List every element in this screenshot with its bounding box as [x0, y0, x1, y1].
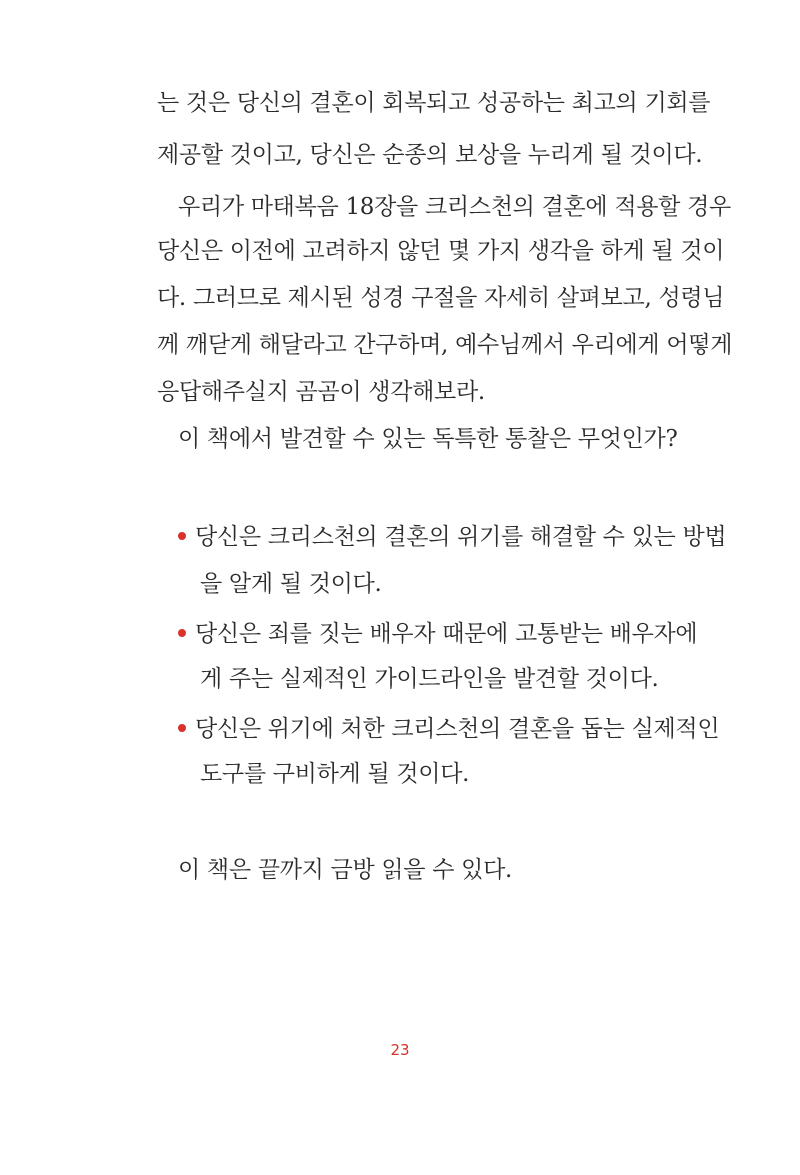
- paragraph-2-line-4: 께 깨닫게 해달라고 간구하며, 예수님께서 우리에게 어떻게: [157, 332, 733, 358]
- bullet-item-2-line-2: 게 주는 실제적인 가이드라인을 발견할 것이다.: [200, 666, 659, 692]
- bullet-item-1-line-2: 을 알게 될 것이다.: [200, 571, 382, 597]
- question-line: 이 책에서 발견할 수 있는 독특한 통찰은 무엇인가?: [178, 426, 678, 452]
- bullet-item-2: [178, 619, 708, 649]
- closing-line: 이 책은 끝까지 금방 읽을 수 있다.: [178, 857, 513, 883]
- paragraph-1-line-2: 제공할 것이고, 당신은 순종의 보상을 누리게 될 것이다.: [157, 142, 703, 168]
- bullet-item-2-line-1: 당신은 죄를 짓는 배우자 때문에 고통받는 배우자에: [195, 621, 698, 647]
- bullet-dot-icon: [178, 724, 186, 732]
- bullet-dot-icon: [178, 629, 186, 637]
- paragraph-2-line-1: 우리가 마태복음 18장을 크리스천의 결혼에 적용할 경우: [178, 194, 731, 220]
- paragraph-2-line-5: 응답해주실지 곰곰이 생각해보라.: [157, 379, 485, 405]
- bullet-item-3: [178, 714, 720, 744]
- bullet-item-3-line-1: 당신은 위기에 처한 크리스천의 결혼을 돕는 실제적인: [195, 716, 720, 742]
- paragraph-2-line-2: 당신은 이전에 고려하지 않던 몇 가지 생각을 하게 될 것이: [157, 238, 725, 264]
- bullet-item-1-line-1: 당신은 크리스천의 결혼의 위기를 해결할 수 있는 방법: [195, 524, 727, 550]
- bullet-item-3-line-2: 도구를 구비하게 될 것이다.: [200, 761, 470, 787]
- paragraph-2-line-3: 다. 그러므로 제시된 성경 구절을 자세히 살펴보고, 성령님: [157, 285, 725, 311]
- paragraph-1-line-1: 는 것은 당신의 결혼이 회복되고 성공하는 최고의 기회를: [157, 90, 711, 116]
- bullet-item-1: [178, 522, 727, 552]
- bullet-dot-icon: [178, 532, 186, 540]
- page-number: 23: [390, 1041, 410, 1059]
